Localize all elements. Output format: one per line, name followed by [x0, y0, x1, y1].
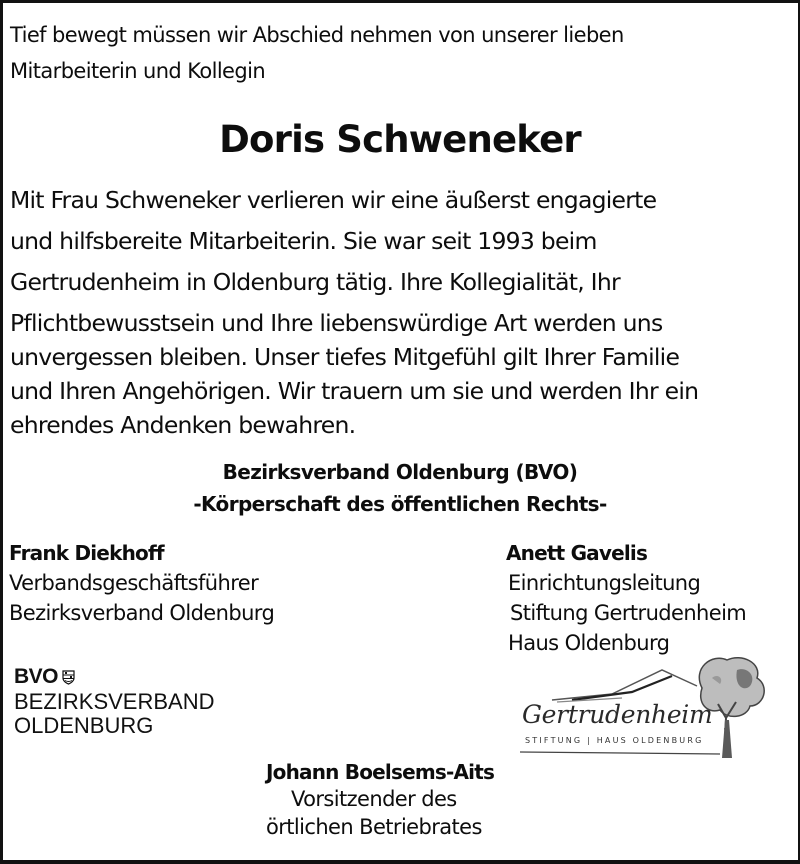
body-line-6: und Ihren Angehörigen. Wir trauern um sie und werden Ihr ein	[10, 377, 699, 405]
body-line-1: Mit Frau Schweneker verlieren wir eine äußerst engagierte	[10, 186, 657, 214]
body-line-2: und hilfsbereite Mitarbeiterin. Sie war seit 1993 beim	[10, 227, 597, 255]
crest-icon	[62, 668, 75, 690]
gertrudenheim-title: Gertrudenheim	[522, 700, 713, 729]
body-line-3: Gertrudenheim in Oldenburg tätig. Ihre Kollegialität, Ihr	[10, 268, 620, 296]
signatory-center-body: örtlichen Betriebrates	[266, 815, 482, 839]
bvo-abbr: BVO	[14, 665, 59, 688]
signatory-right-org: Stiftung Gertrudenheim	[510, 601, 747, 625]
signatory-right-role: Einrichtungsleitung	[508, 571, 701, 595]
gertrudenheim-logo	[512, 648, 772, 758]
signatory-left-org: Bezirksverband Oldenburg	[9, 601, 275, 625]
signatory-left-role: Verbandsgeschäftsführer	[9, 571, 259, 595]
signatory-left-name: Frank Diekhoff	[9, 541, 164, 565]
organization-subtitle: -Körperschaft des öffentlichen Rechts-	[193, 492, 607, 516]
bvo-line-1: BEZIRKSVERBAND	[14, 689, 215, 714]
deceased-name: Doris Schweneker	[219, 118, 581, 161]
body-line-5: unvergessen bleiben. Unser tiefes Mitgefühl gilt Ihrer Familie	[10, 343, 680, 371]
body-line-4: Pflichtbewusstsein und Ihre liebenswürdige Art werden uns	[10, 309, 663, 337]
intro-line-2: Mitarbeiterin und Kollegin	[10, 59, 266, 83]
signatory-right-house: Haus Oldenburg	[508, 631, 670, 655]
body-line-7: ehrendes Andenken bewahren.	[10, 411, 356, 439]
signatory-center-name: Johann Boelsems-Aits	[266, 760, 495, 784]
signatory-center-role: Vorsitzender des	[291, 787, 457, 811]
gertrudenheim-subtitle: STIFTUNG | HAUS OLDENBURG	[525, 736, 704, 745]
intro-line-1: Tief bewegt müssen wir Abschied nehmen von unserer lieben	[10, 23, 624, 47]
bvo-line-2: OLDENBURG	[14, 713, 154, 738]
organization-name: Bezirksverband Oldenburg (BVO)	[222, 460, 578, 484]
bvo-logo	[14, 666, 215, 738]
signatory-right-name: Anett Gavelis	[506, 541, 648, 565]
